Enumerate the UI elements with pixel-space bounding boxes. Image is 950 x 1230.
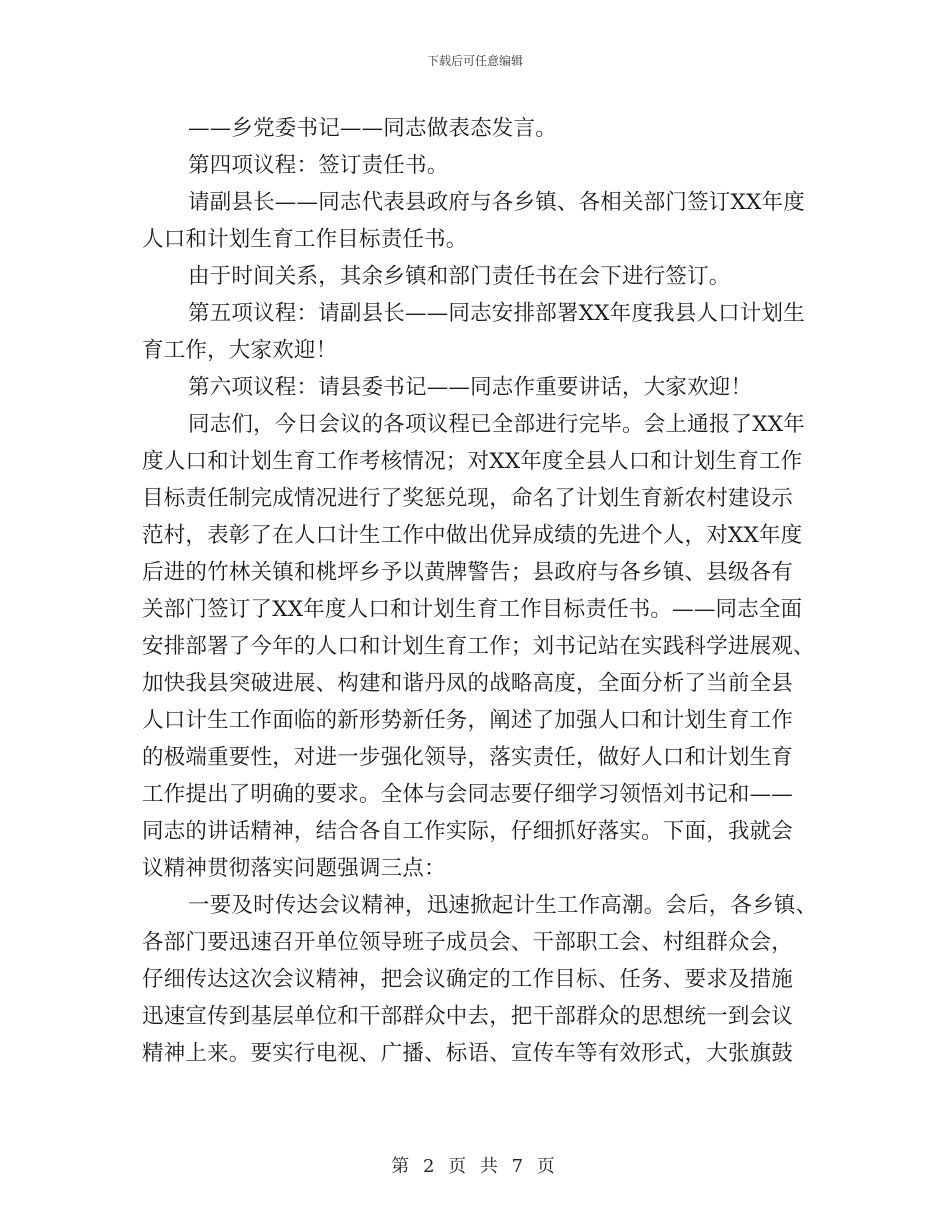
page-header: 下载后可任意编辑 (426, 54, 523, 68)
document-body (142, 110, 818, 1072)
text-line: 第六项议程：请县委书记——同志作重要讲话，大家欢迎！ (188, 375, 753, 400)
text-line: 各部门要迅速召开单位领导班子成员会、干部职工会、村组群众会， (142, 930, 794, 955)
text-line: 育工作，大家欢迎！ (142, 338, 338, 363)
text-line: 的极端重要性，对进一步强化领导，落实责任，做好人口和计划生育 (142, 745, 794, 770)
text-line: 第四项议程：签订责任书。 (188, 153, 449, 178)
text-line: 同志们，今日会议的各项议程已全部进行完毕。会上通报了XX年 (188, 412, 805, 437)
text-line: 迅速宣传到基层单位和干部群众中去，把干部群众的思想统一到会议 (142, 1004, 794, 1029)
text-line: 第五项议程：请副县长——同志安排部署XX年度我县人口计划生 (188, 301, 805, 326)
text-line: 度人口和计划生育工作考核情况；对XX年度全县人口和计划生育工作 (142, 449, 803, 474)
text-line: 范村，表彰了在人口计生工作中做出优异成绩的先进个人，对XX年度 (142, 523, 803, 548)
text-line: 请副县长——同志代表县政府与各乡镇、各相关部门签订XX年度 (188, 190, 805, 215)
text-line: 精神上来。要实行电视、广播、标语、宣传车等有效形式，大张旗鼓 (142, 1041, 794, 1066)
text-line: 加快我县突破进展、构建和谐丹凤的战略高度，全面分析了当前全县 (142, 671, 794, 696)
page-footer: 第 2 页 共 7 页 (391, 1156, 559, 1177)
text-line: 后进的竹林关镇和桃坪乡予以黄牌警告；县政府与各乡镇、县级各有 (142, 560, 794, 585)
text-line: 一要及时传达会议精神，迅速掀起计生工作高潮。会后，各乡镇、 (188, 893, 818, 918)
text-line: 关部门签订了XX年度人口和计划生育工作目标责任书。——同志全面 (142, 597, 803, 622)
text-line: 由于时间关系，其余乡镇和部门责任书在会下进行签订。 (188, 264, 731, 289)
text-line: 工作提出了明确的要求。全体与会同志要仔细学习领悟刘书记和—— (142, 782, 794, 807)
text-line: 安排部署了今年的人口和计划生育工作；刘书记站在实践科学进展观、 (142, 634, 815, 659)
text-line: ——乡党委书记——同志做表态发言。 (188, 116, 557, 141)
text-line: 仔细传达这次会议精神，把会议确定的工作目标、任务、要求及措施 (142, 967, 794, 992)
text-line: 目标责任制完成情况进行了奖惩兑现，命名了计划生育新农村建设示 (142, 486, 794, 511)
text-line: 人口计生工作面临的新形势新任务，阐述了加强人口和计划生育工作 (142, 708, 794, 733)
text-line: 人口和计划生育工作目标责任书。 (142, 227, 468, 252)
text-line: 同志的讲话精神，结合各自工作实际，仔细抓好落实。下面，我就会 (142, 819, 794, 844)
text-line: 议精神贯彻落实问题强调三点： (142, 856, 446, 881)
